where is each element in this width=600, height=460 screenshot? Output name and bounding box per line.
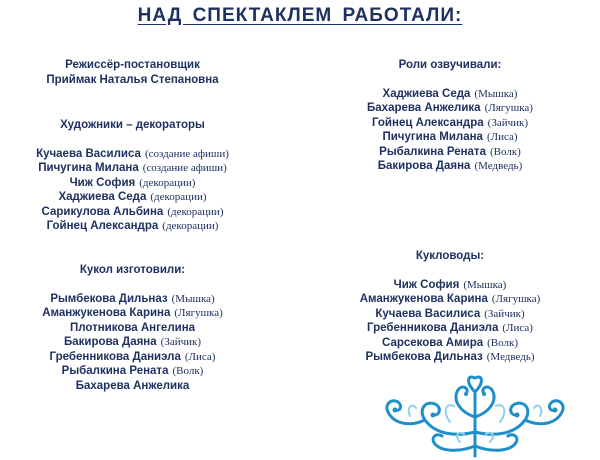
director-heading: Режиссёр-постановщик: [65, 59, 200, 71]
maker-name: Гребенникова Даниэла: [49, 350, 181, 363]
voice-row: [300, 101, 600, 116]
puppeteers-section: [300, 249, 600, 365]
voice-name: Хаджиева Седа: [382, 87, 471, 100]
artist-row: [0, 176, 265, 191]
artist-name: Чиж София: [69, 176, 136, 189]
puppeteer-row: [300, 336, 600, 351]
puppeteer-row: [300, 307, 600, 322]
puppet-makers-section: [0, 263, 265, 393]
artist-row: [0, 205, 265, 220]
voice-row: [300, 145, 600, 160]
artist-role: (декорации): [139, 176, 196, 189]
puppeteer-name: Чиж София: [393, 278, 460, 291]
maker-row: [0, 364, 265, 379]
voice-row: [300, 130, 600, 145]
maker-row: [0, 306, 265, 321]
voices-section: [300, 58, 600, 174]
maker-row: [0, 350, 265, 365]
director-section: [0, 58, 265, 87]
voice-role: (Лиса): [486, 131, 518, 143]
artist-role: (создание афиши): [142, 162, 227, 174]
voice-name: Пичугина Милана: [382, 131, 483, 143]
maker-role: (Мышка): [171, 292, 215, 305]
voice-name: Гойнец Александра: [371, 116, 484, 129]
puppeteer-name: Аманжукенова Карина: [359, 293, 488, 305]
maker-role: (Волк): [172, 365, 204, 377]
puppeteer-name: Гребенникова Даниэла: [367, 322, 499, 334]
voice-name: Бакирова Даяна: [377, 160, 471, 172]
maker-role: (Лягушка): [174, 307, 223, 319]
puppeteers-heading: Кукловоды:: [415, 250, 485, 262]
puppeteer-name: Кучаева Василиса: [375, 307, 481, 320]
artist-name: Хаджиева Седа: [58, 191, 147, 203]
puppeteer-role: (Лягушка): [491, 293, 541, 305]
maker-name: Плотникова Ангелина: [69, 321, 196, 334]
artist-name: Гойнец Александра: [46, 220, 159, 232]
page-title: НАД СПЕКТАКЛЕМ РАБОТАЛИ:: [137, 5, 463, 26]
artists-heading: Художники – декораторы: [60, 119, 205, 131]
director-name: Приймак Наталья Степановна: [46, 73, 219, 86]
artist-row: [0, 190, 265, 205]
puppeteer-name: Сарсекова Амира: [382, 336, 484, 349]
voice-row: [300, 116, 600, 131]
puppeteer-row: [300, 321, 600, 336]
voice-row: [300, 87, 600, 102]
artist-role: (создание афиши): [144, 147, 229, 160]
puppeteer-name: Рымбекова Дильназ: [365, 351, 483, 363]
voice-name: Рыбалкина Рената: [379, 145, 486, 158]
puppeteer-role: (Лиса): [502, 322, 533, 334]
puppeteer-role: (Зайчик): [484, 307, 525, 320]
voice-role: (Лягушка): [484, 102, 533, 114]
artist-role: (декорации): [150, 191, 207, 203]
maker-name: Бакирова Даяна: [63, 336, 157, 348]
puppeteer-role: (Медведь): [486, 351, 535, 363]
voice-role: (Медведь): [474, 160, 523, 172]
artist-row: [0, 147, 265, 162]
voice-name: Бахарева Анжелика: [367, 102, 481, 114]
maker-name: Аманжукенова Карина: [42, 307, 171, 319]
puppeteer-row: [300, 278, 600, 293]
maker-row: [0, 321, 265, 336]
maker-row: [0, 292, 265, 307]
maker-role: (Зайчик): [160, 336, 202, 348]
voice-role: (Мышка): [474, 87, 518, 100]
maker-name: Бахарева Анжелика: [75, 379, 190, 392]
puppeteer-role: (Мышка): [463, 278, 507, 291]
artist-name: Пичугина Милана: [38, 162, 139, 174]
artist-row: [0, 219, 265, 234]
puppeteer-row: [300, 292, 600, 307]
puppet-makers-heading: Кукол изготовили:: [79, 264, 186, 276]
maker-name: Рыбалкина Рената: [61, 365, 169, 377]
floral-scroll-ornament-icon: [380, 372, 570, 458]
puppeteer-row: [300, 350, 600, 365]
artists-section: [0, 118, 265, 234]
artist-role: (декорации): [162, 220, 219, 232]
voice-role: (Волк): [489, 145, 521, 158]
voice-row: [300, 159, 600, 174]
maker-role: (Лиса): [184, 350, 216, 363]
artist-role: (декорации): [167, 205, 224, 218]
artist-row: [0, 161, 265, 176]
maker-row: [0, 335, 265, 350]
maker-row: [0, 379, 265, 394]
voices-heading: Роли озвучивали:: [398, 59, 502, 71]
voice-role: (Зайчик): [487, 116, 529, 129]
artist-name: Сарикулова Альбина: [41, 205, 164, 218]
artist-name: Кучаева Василиса: [36, 147, 141, 160]
puppeteer-role: (Волк): [487, 336, 518, 349]
maker-name: Рымбекова Дильназ: [50, 292, 168, 305]
